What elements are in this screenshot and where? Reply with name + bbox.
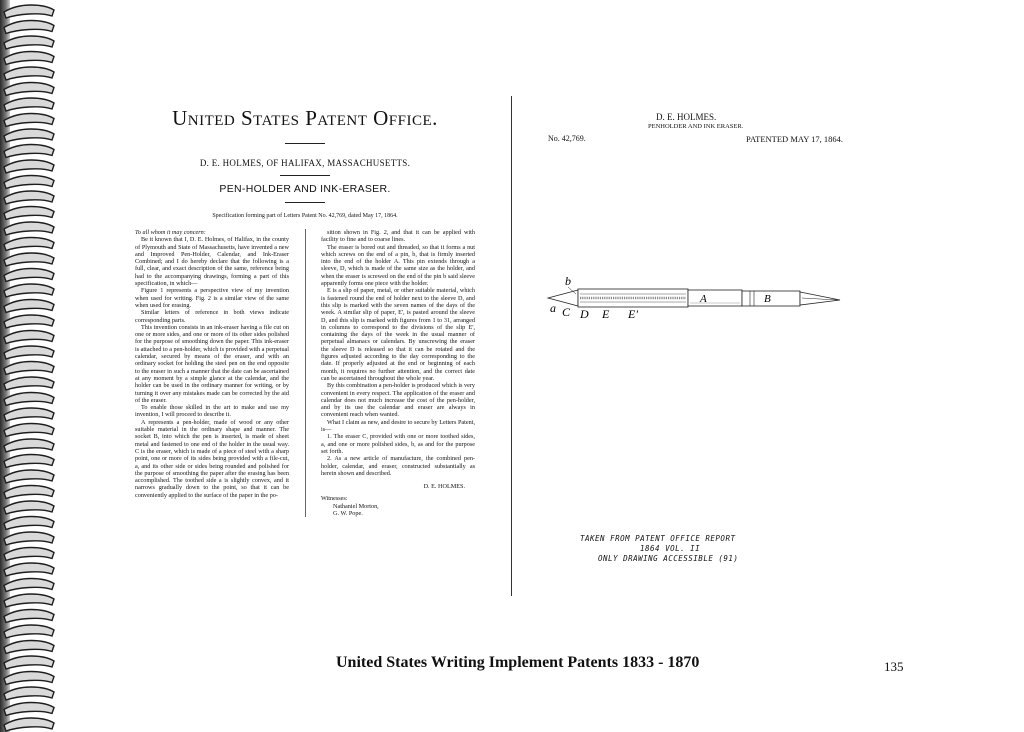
spiral-coil <box>4 517 54 530</box>
column-rule <box>305 229 306 517</box>
paragraph: E is a slip of paper, metal, or other suitable material, which is fastened round the end of holder next to the sleeve D, and this slip is marked with the seven names of the days of the week. A similar slip of paper, E', is pasted around the sleeve D, and this slip is marked with figures from 1 to 31, arranged in columns to correspond to the divisions of the slip E', containing the days of the week in the usual manner of perpetual almanacs or calendars. By unscrewing the eraser the sleeve D is released so that it can be rotated and the figures adjusted according to the day corresponding to the date. If properly adjusted at the end or beginning of each month, it requires no further attention, and the correct date can be ascertained throughout the whole year. <box>321 287 475 382</box>
spiral-coil <box>4 610 54 623</box>
claim: 1. The eraser C, provided with one or more toothed sides, a, and one or more polished sides, b, as and for the purpose set forth. <box>321 433 475 455</box>
spiral-coil <box>4 548 54 561</box>
spiral-coil <box>4 238 54 251</box>
spiral-coil <box>4 315 54 328</box>
note-line: TAKEN FROM PATENT OFFICE REPORT <box>580 534 736 543</box>
spiral-coil <box>4 269 54 282</box>
spiral-coil <box>4 672 54 685</box>
spiral-coil <box>4 641 54 654</box>
spiral-coil <box>4 408 54 421</box>
spiral-coil <box>4 331 54 344</box>
spiral-coil <box>4 486 54 499</box>
column-1 <box>135 229 289 517</box>
spiral-coil <box>4 222 54 235</box>
left-page <box>135 100 475 517</box>
spiral-coil <box>4 424 54 437</box>
handwritten-note <box>580 534 738 564</box>
paragraph: sition shown in Fig. 2, and that it can be applied with facility to fine and to coarse lines. <box>321 229 475 244</box>
spiral-coil <box>4 625 54 638</box>
holder-body <box>688 290 742 306</box>
specification-body <box>135 229 475 517</box>
spiral-coil <box>4 5 54 18</box>
spiral-coil <box>4 114 54 127</box>
fig-label-e-prime: E' <box>628 307 638 321</box>
fig-label-a-upper: A <box>700 293 707 305</box>
page-number: 135 <box>884 659 904 674</box>
spiral-coil <box>4 439 54 452</box>
spiral-coil <box>4 532 54 545</box>
spiral-coil <box>4 207 54 220</box>
paragraph: Figure 1 represents a perspective view of my invention when used for writing. Fig. 2 is a similar view of the same when used for erasing. <box>135 287 289 309</box>
spiral-coil <box>4 191 54 204</box>
paragraph: Be it known that I, D. E. Holmes, of Halifax, in the county of Plymouth and State of Massachusetts, have invented a new and Improved Pen-Holder, Calendar, and Ink-Eraser Combined; and I do hereby declare that the following is a full, clear, and exact description of the same, reference being had to the accompanying drawings, forming a part of this specification, in which— <box>135 236 289 288</box>
spiral-coil <box>4 579 54 592</box>
paragraph: This invention consists in an ink-eraser having a file cut on one or more sides, and one or more of its other sides polished for the purpose of smoothing down the paper. This ink-eraser is attached to a pen-holder, which is provided with a perpetual calendar, secured by means of the eraser, and with an ordinary socket for holding the steel pen on the end opposite to the eraser in such a manner that the date can be ascertained at any moment by a simple glance at the calendar, and the holder can be used in the ordinary manner for writing, or by turning it over any mistakes made can be corrected by the aid of the eraser. <box>135 323 289 404</box>
pen-holder-drawing <box>540 270 860 330</box>
paragraph: What I claim as new, and desire to secure by Letters Patent, is— <box>321 418 475 434</box>
spiral-coil <box>4 129 54 142</box>
spiral-coil <box>4 21 54 34</box>
witnesses-label: Witnesses: <box>321 495 348 503</box>
fig-label-a: a <box>550 301 556 315</box>
drawing-subtitle: PENHOLDER AND INK ERASER. <box>648 123 744 130</box>
paragraph: Similar letters of reference in both views indicate corresponding parts. <box>135 309 289 324</box>
note-line: ONLY DRAWING ACCESSIBLE (91) <box>598 554 739 563</box>
spiral-coil <box>4 36 54 49</box>
inventor-line: D. E. HOLMES, OF HALIFAX, MASSACHUSETTS. <box>199 158 411 168</box>
patent-number: No. 42,769. <box>548 134 586 143</box>
spiral-coil <box>4 703 54 716</box>
spiral-coil <box>4 67 54 80</box>
spiral-coil <box>4 377 54 390</box>
fig-label-d: D <box>580 307 589 321</box>
witnesses-block <box>321 495 475 517</box>
signature: D. E. HOLMES. <box>423 483 465 491</box>
spiral-coil <box>4 470 54 483</box>
spiral-coil <box>4 687 54 700</box>
spiral-coil <box>4 284 54 297</box>
drawing-inventor: D. E. HOLMES. <box>656 112 717 122</box>
book-footer-title: United States Writing Implement Patents 1833 - 1870 <box>336 654 700 671</box>
spiral-coil <box>4 656 54 669</box>
spiral-coil <box>4 253 54 266</box>
spiral-coil <box>4 83 54 96</box>
spiral-coil <box>4 300 54 313</box>
spiral-coil <box>4 176 54 189</box>
spiral-coil <box>4 52 54 65</box>
witness-name: Nathaniel Morton, <box>333 502 379 510</box>
spiral-coil <box>4 501 54 514</box>
spiral-coil <box>4 160 54 173</box>
specification-line: Specification forming part of Letters Patent No. 42,769, dated May 17, 1864. <box>212 213 398 219</box>
fig-label-e: E <box>602 307 610 321</box>
salutation: To all whom it may concern: <box>135 229 206 236</box>
spiral-coil <box>4 563 54 576</box>
page-divider <box>511 96 512 596</box>
spiral-coil <box>4 346 54 359</box>
paragraph: A represents a pen-holder, made of wood or any other suitable material in the ordinary shape and manner. The socket B, into which the pen is inserted, is made of sheet metal and fastened to one end of the holder in the usual way. C is the eraser, which is made of a piece of steel with a sharp point, one or more of its sides being provided with a file-cut, a, and its other side or sides being rounded and polished for the purpose of smoothing the paper after the erasing has been accomplished. The toothed side a is slightly convex, and it narrows gradually down to the point, so that it can be conveniently applied to the surface of the paper in the po- <box>135 418 289 499</box>
spiral-coil <box>4 718 54 731</box>
paragraph: The eraser is bored out and threaded, so that it forms a nut which screws on the end of a pin, b, that is firmly inserted into the end of the holder A. This pin extends through a sleeve, D, which is made of the same size as the holder, and when the eraser is screwed on the end of the pin b said sleeve apparently forms one piece with the holder. <box>321 243 475 288</box>
witness-name: G. W. Pope. <box>333 509 363 517</box>
paragraph: To enable those skilled in the art to make and use my invention, I will proceed to describe it. <box>135 404 289 419</box>
fig-label-c: C <box>562 305 571 319</box>
fig-label-b: b <box>565 274 571 288</box>
spiral-coil <box>4 455 54 468</box>
inventor-rule <box>280 175 330 176</box>
spiral-coil <box>4 145 54 158</box>
title-rule <box>285 143 325 144</box>
fig-label-b-upper: B <box>764 293 771 305</box>
office-title: United States Patent Office. <box>172 106 438 130</box>
spiral-coil <box>4 393 54 406</box>
invention-rule <box>285 202 325 203</box>
spiral-coil <box>4 594 54 607</box>
spiral-binding <box>0 0 62 732</box>
spiral-coil <box>4 98 54 111</box>
pen-socket <box>742 291 800 306</box>
patent-date: PATENTED MAY 17, 1864. <box>746 134 844 144</box>
paragraph: By this combination a pen-holder is produced which is very convenient in every respect. The application of the eraser and calendar does not much increase the cost of the pen-holder, and by its use the calendar and eraser are always in convenient reach when wanted. <box>321 382 475 419</box>
steel-nib <box>800 292 840 305</box>
claim: 2. As a new article of manufacture, the combined pen-holder, calendar, and eraser, constructed substantially as herein shown and described. <box>321 455 475 477</box>
column-2 <box>321 229 475 517</box>
note-line: 1864 VOL. II <box>640 544 701 553</box>
invention-title: PEN-HOLDER AND INK-ERASER. <box>219 183 391 195</box>
spiral-coil <box>4 362 54 375</box>
